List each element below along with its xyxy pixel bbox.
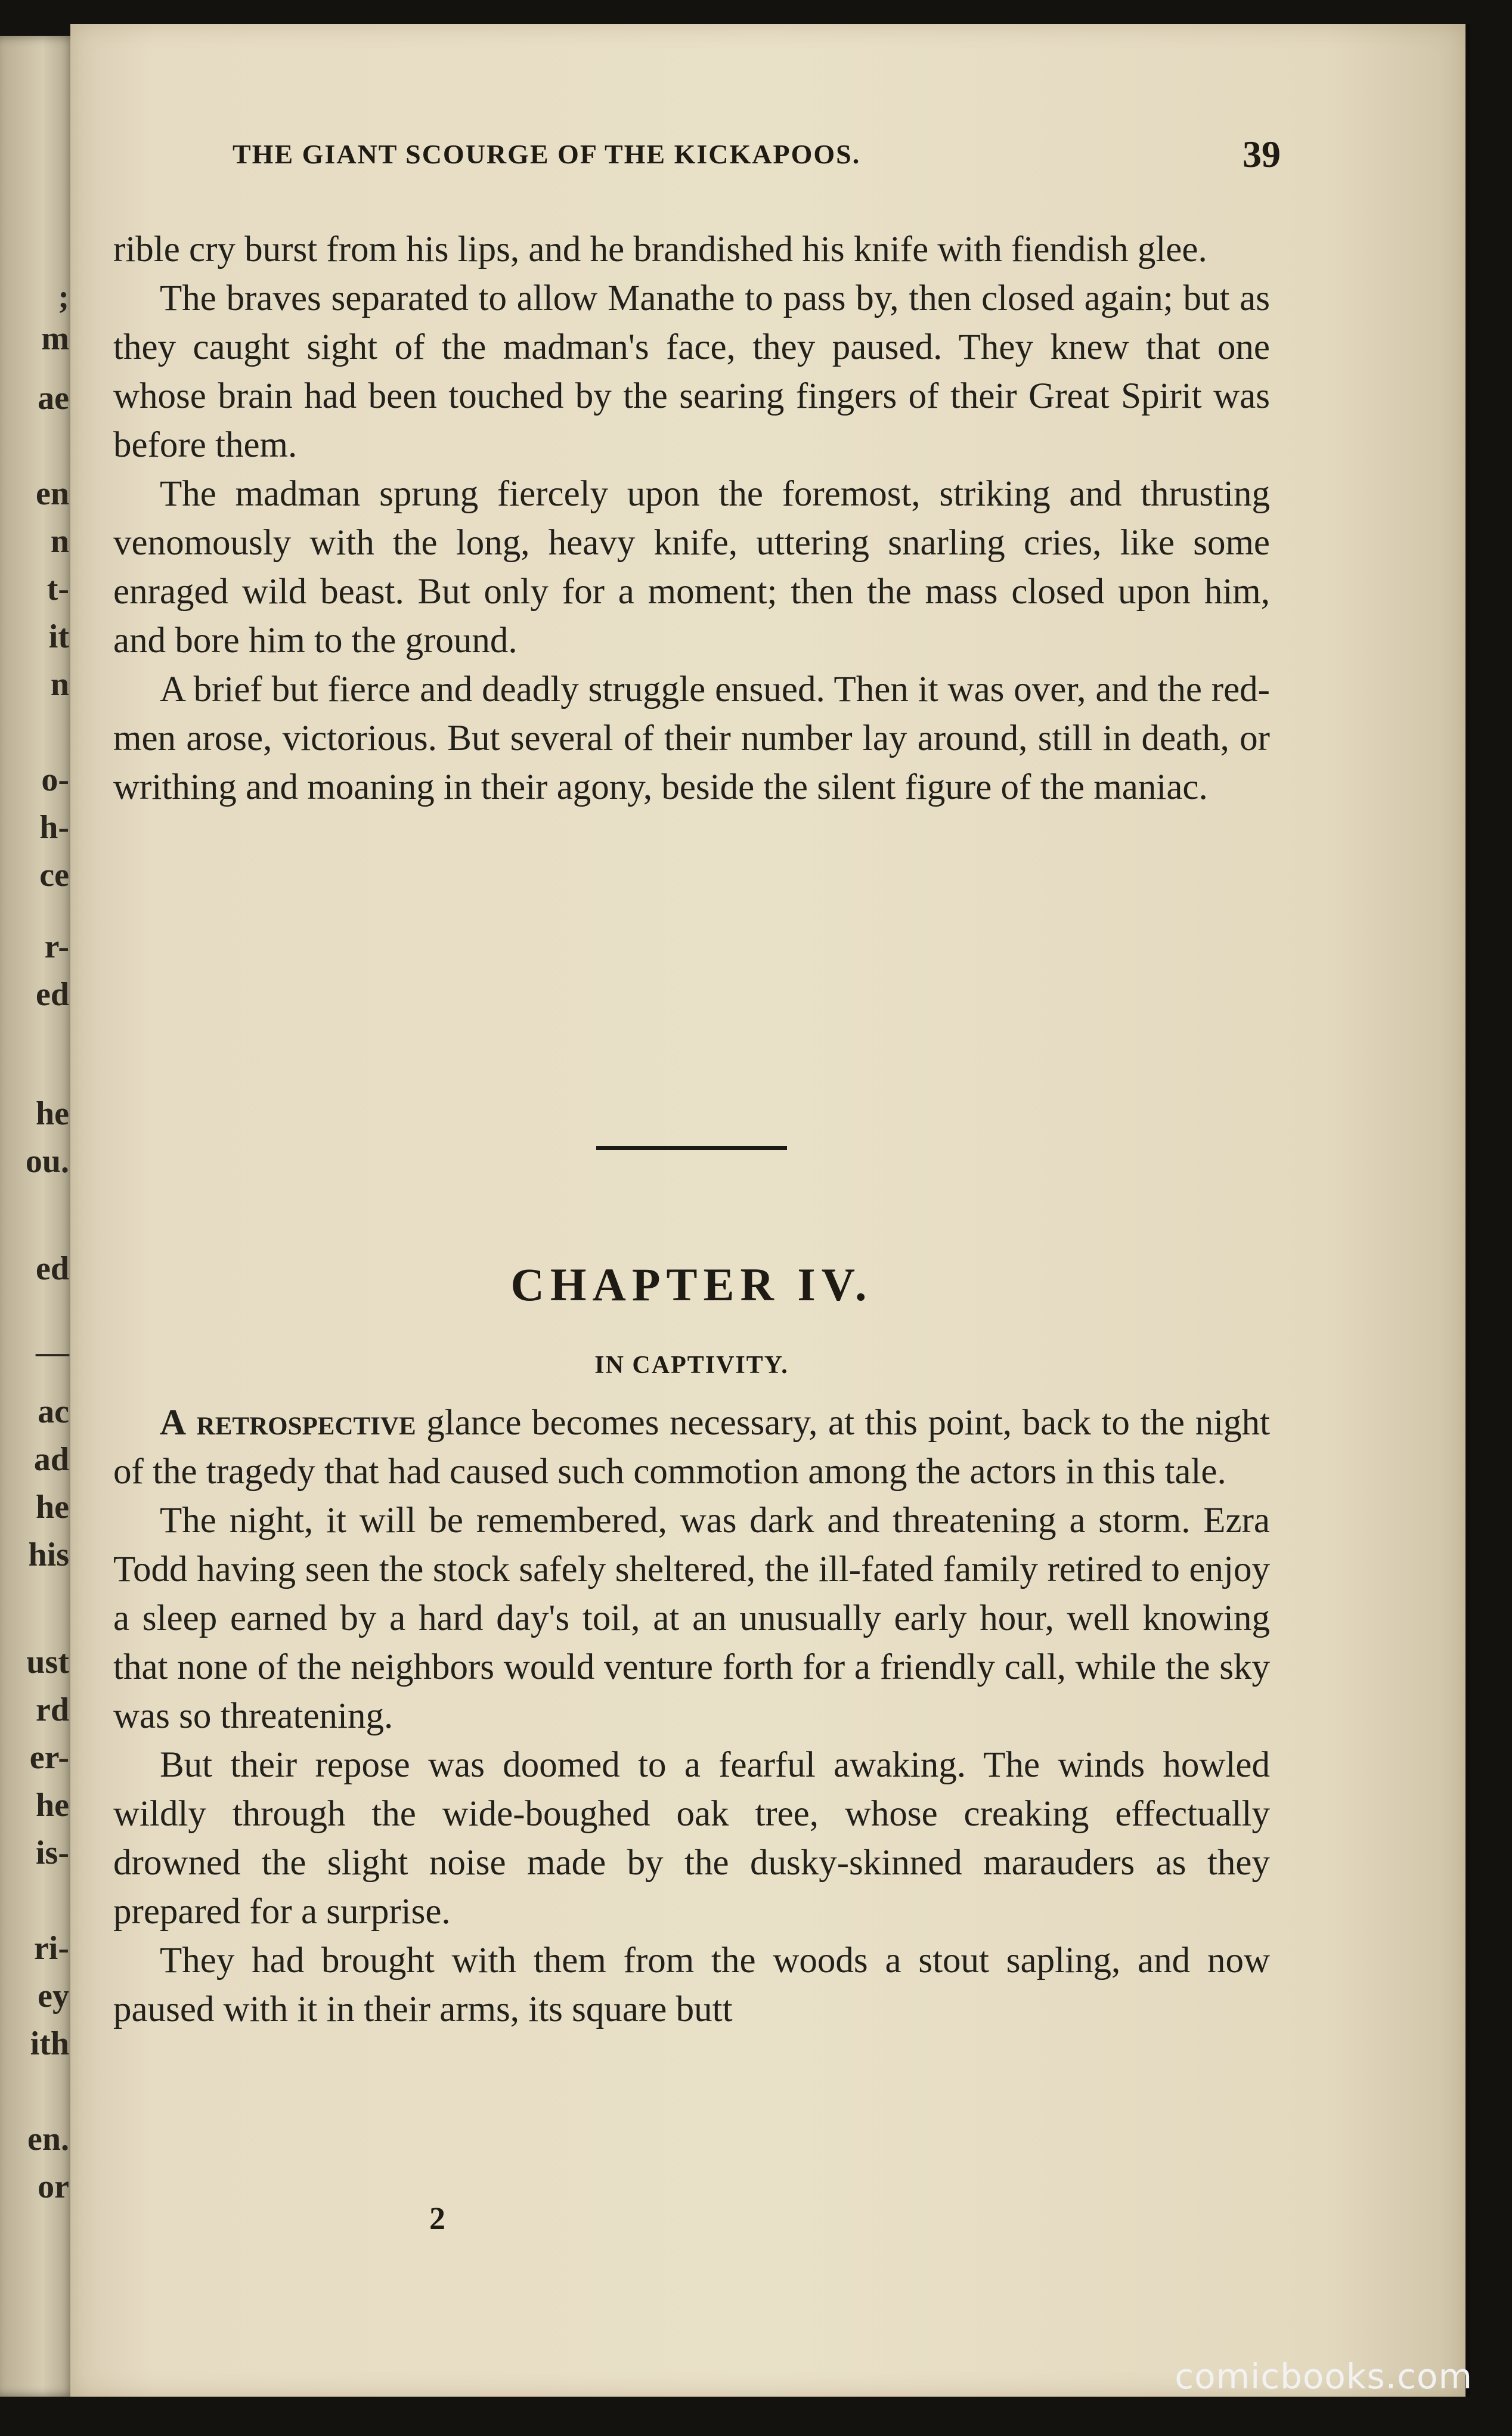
page-number: 39 — [1243, 133, 1281, 175]
chapter-divider-rule — [596, 1146, 787, 1150]
facing-page-fragment: is- — [36, 1834, 69, 1871]
facing-page-fragment: ed — [36, 1250, 69, 1287]
paragraph: The madman sprung fiercely upon the foremost, striking and thrusting venomously with the long, heavy knife, uttering snarling cries, like some enraged wild beast. But only for a moment; then the mass closed upon him, and bore him to the ground. — [113, 474, 1270, 661]
paragraph: They had brought with them from the woods a stout sapling, and now paused with it in their arms, its square butt — [113, 1941, 1270, 2029]
facing-page-fragment: rd — [36, 1691, 69, 1728]
facing-page-fragment: or — [38, 2168, 69, 2205]
lead-letter: A — [160, 1403, 187, 1443]
facing-page-fragment: his — [28, 1536, 69, 1573]
facing-page-fragment: n — [50, 666, 69, 703]
facing-page-fragment: it — [48, 618, 69, 655]
chapter-subtitle: IN CAPTIVITY. — [594, 1352, 789, 1379]
signature-mark: 2 — [429, 2201, 445, 2236]
facing-page-fragment: he — [36, 1787, 69, 1824]
facing-page-fragment: he — [36, 1095, 69, 1132]
facing-page-fragment: ri- — [33, 1930, 69, 1967]
text-block-top — [113, 225, 1270, 812]
facing-page-fragment: ae — [38, 380, 69, 417]
paragraph: The braves separated to allow Manathe to pass by, then closed again; but as they caught sight of the madman's face, they paused. They knew that one whose brain had been touched by the searing fingers of their Great Spirit was before them. — [113, 278, 1270, 465]
facing-page-fragment: m — [41, 320, 69, 357]
paragraph: The night, it will be remembered, was dark and threatening a storm. Ezra Todd having seen the stock safely sheltered, the ill-fated family retired to enjoy a sleep earned by a hard day's toil, at an unusually early hour, well knowing that none of the neighbors would venture forth for a friendly call, while the sky was so threatening. — [113, 1501, 1270, 1736]
facing-page-fragment: ith — [30, 2025, 69, 2062]
facing-page-fragment: r- — [44, 928, 69, 965]
facing-page-fragment: o- — [41, 761, 69, 798]
facing-page-fragment: ce — [39, 857, 69, 894]
running-head: THE GIANT SCOURGE OF THE KICKAPOOS. — [233, 139, 861, 169]
facing-page-fragment: ou. — [25, 1143, 69, 1180]
facing-page-fragment: ust — [26, 1644, 69, 1681]
facing-page-fragment: ad — [33, 1441, 69, 1478]
facing-page-fragment: er- — [29, 1739, 69, 1776]
paragraph: A brief but fierce and deadly struggle ensued. Then it was over, and the red-men arose, victorious. But several of their number lay around, still in death, or writhing and moaning in their agony, beside the silent figure of the maniac. — [113, 670, 1270, 807]
facing-page-fragment: ed — [36, 976, 69, 1013]
facing-page-fragment: he — [36, 1489, 69, 1526]
facing-page-fragment: ac — [38, 1393, 69, 1430]
watermark: comicbooks.com — [1175, 2356, 1473, 2397]
text-block-bottom — [113, 1399, 1270, 2034]
chapter-title: CHAPTER IV. — [510, 1259, 873, 1310]
lead-words: retrospective — [196, 1403, 416, 1443]
facing-page-fragment: en — [36, 475, 69, 512]
facing-page-fragment: ey — [38, 1978, 69, 2014]
facing-page-fragment: — — [36, 1334, 69, 1371]
facing-page-fragment: en. — [27, 2121, 69, 2158]
opening-text: glance becomes necessary, at this point, back to the night of the tragedy that had caused such commotion among the actors in this tale. — [113, 1403, 1270, 1492]
facing-page-fragment: n — [50, 523, 69, 560]
paragraph: But their repose was doomed to a fearful awaking. The winds howled wildly through the wide-boughed oak tree, whose creaking effectually drowned the slight noise made by the dusky-skinned marauders as they prepared for a surprise. — [113, 1745, 1270, 1932]
facing-page-fragment: h- — [39, 809, 69, 846]
chapter-opening-paragraph — [113, 1399, 1270, 1496]
facing-page-fragment: t- — [47, 571, 69, 608]
paragraph: rible cry burst from his lips, and he brandished his knife with fiendish glee. — [113, 230, 1207, 269]
facing-page-fragment: ; — [58, 278, 69, 315]
